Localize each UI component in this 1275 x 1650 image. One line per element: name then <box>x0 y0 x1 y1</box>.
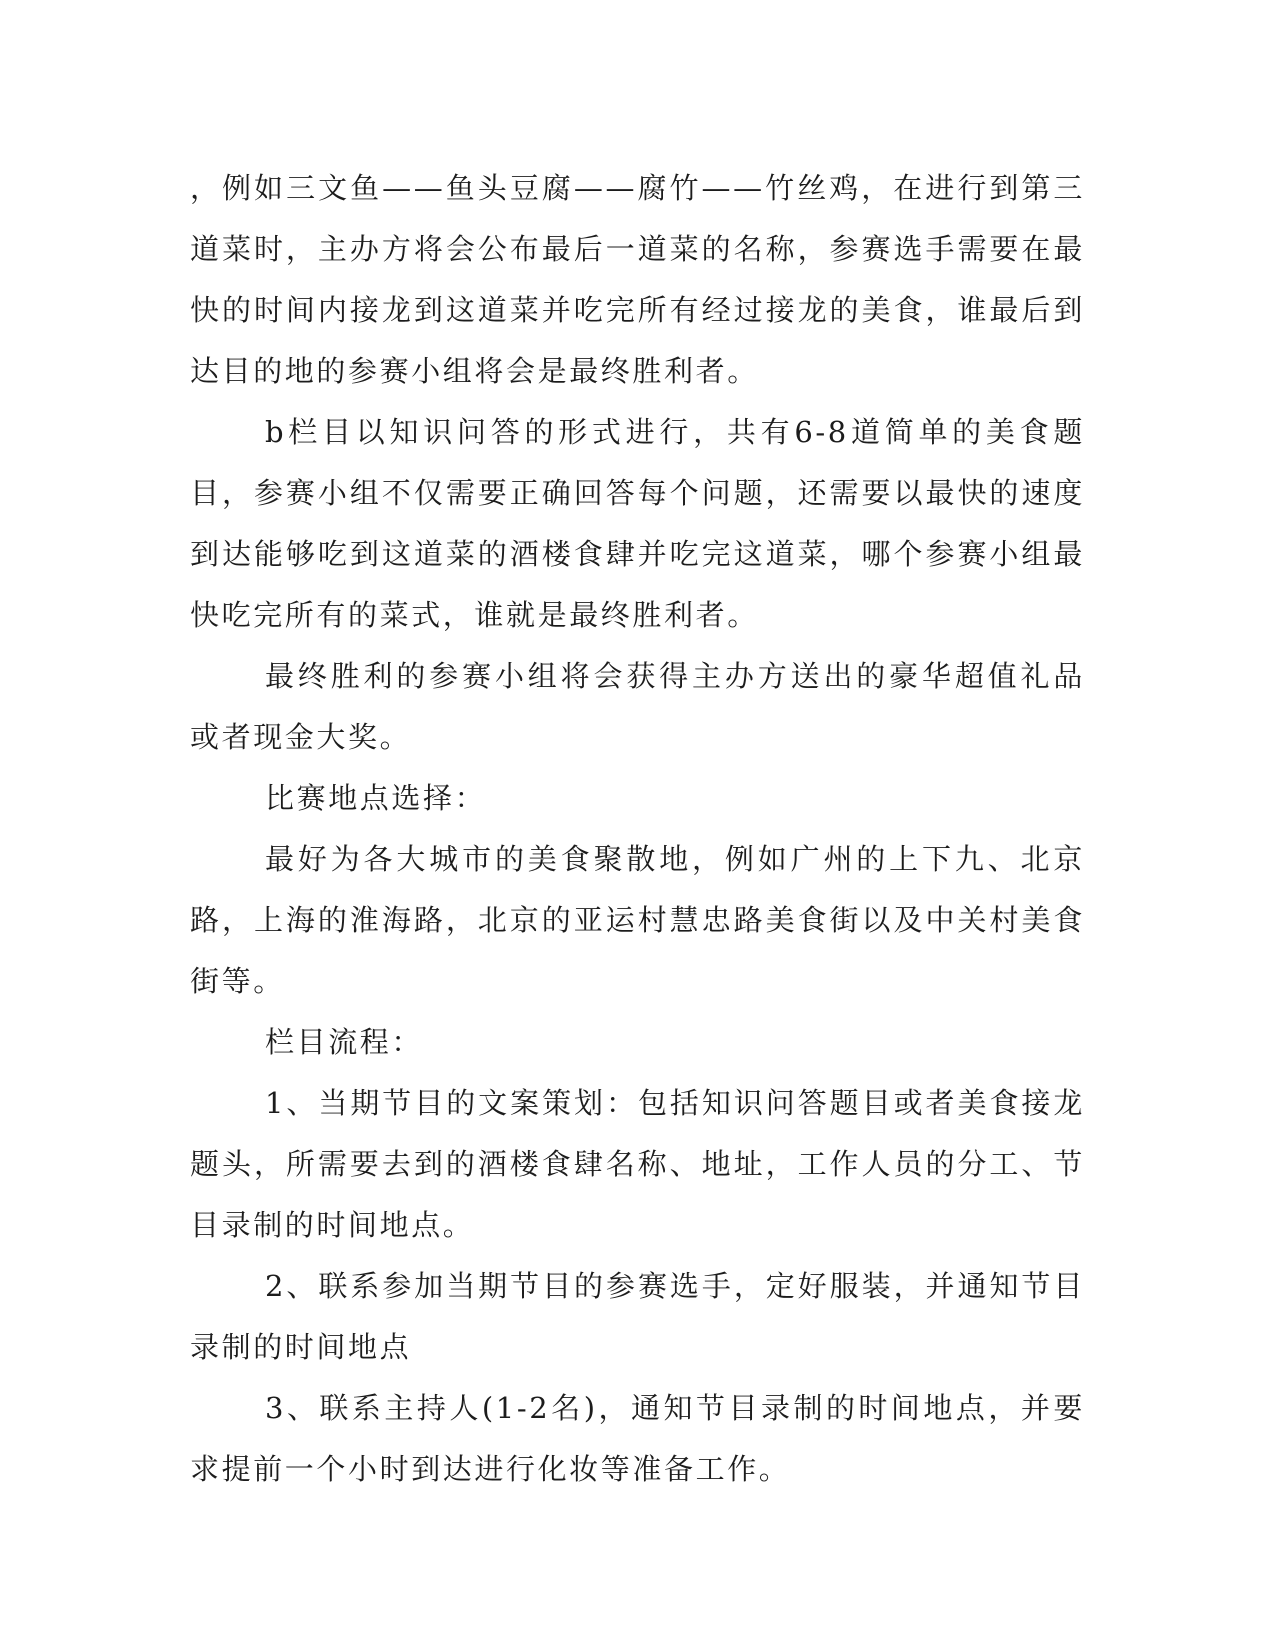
document-body <box>190 158 1085 1500</box>
paragraph-dish-chain-example: ，例如三文鱼——鱼头豆腐——腐竹——竹丝鸡，在进行到第三道菜时，主办方将会公布最后一道菜的名称，参赛选手需要在最快的时间内接龙到这道菜并吃完所有经过接龙的美食，谁最后到达目的地的参赛小组将会是最终胜利者。 <box>190 171 1085 388</box>
heading-program-process: 栏目流程： <box>265 1025 424 1059</box>
paragraph-prize: 最终胜利的参赛小组将会获得主办方送出的豪华超值礼品或者现金大奖。 <box>190 659 1085 754</box>
list-item-step-2: 2、联系参加当期节目的参赛选手，定好服装，并通知节目录制的时间地点 <box>190 1269 1085 1364</box>
paragraph-b-segment-quiz: b栏目以知识问答的形式进行，共有6-8道简单的美食题目，参赛小组不仅需要正确回答每个问题，还需要以最快的速度到达能够吃到这道菜的酒楼食肆并吃完这道菜，哪个参赛小组最快吃完所有的菜式，谁就是最终胜利者。 <box>190 415 1085 632</box>
paragraph-venue-examples: 最好为各大城市的美食聚散地，例如广州的上下九、北京路，上海的淮海路，北京的亚运村慧忠路美食街以及中关村美食街等。 <box>190 842 1085 998</box>
list-item-step-1: 1、当期节目的文案策划：包括知识问答题目或者美食接龙题头，所需要去到的酒楼食肆名称、地址，工作人员的分工、节目录制的时间地点。 <box>190 1086 1085 1242</box>
heading-venue-selection: 比赛地点选择： <box>265 781 487 815</box>
list-item-step-3: 3、联系主持人(1-2名)，通知节目录制的时间地点，并要求提前一个小时到达进行化妆等准备工作。 <box>190 1391 1085 1486</box>
